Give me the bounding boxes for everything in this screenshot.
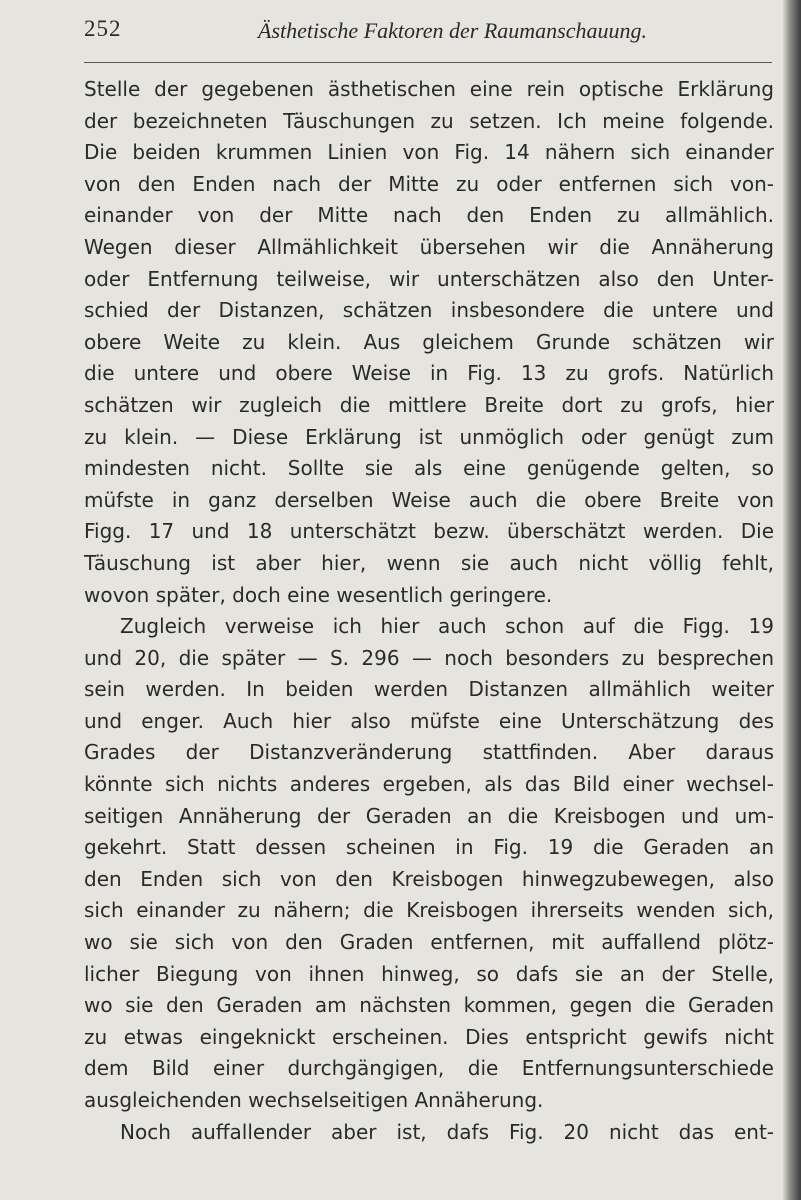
body-text <box>84 74 774 1148</box>
text-line: Täuschung ist aber hier, wenn sie auch nicht völlig fehlt, <box>84 550 774 575</box>
text-line: wovon später, doch eine wesentlich geringere. <box>84 582 553 607</box>
page-edge <box>783 0 801 1200</box>
text-line: mindesten nicht. Sollte sie als eine genügende gelten, so <box>84 456 774 481</box>
text-line: ausgleichenden wechselseitigen Annäherung. <box>84 1088 544 1112</box>
text-line: schätzen wir zugleich die mittlere Breite dort zu grofs, hier <box>84 392 774 417</box>
text-line: und enger. Auch hier also müfste eine Unterschätzung des <box>84 708 774 733</box>
text-line: obere Weite zu klein. Aus gleichem Grunde schätzen wir <box>84 329 774 354</box>
text-line: Grades der Distanzveränderung stattfinden. Aber daraus <box>84 740 774 765</box>
text-line: von den Enden nach der Mitte zu oder entfernen sich von- <box>84 171 774 196</box>
text-line: gekehrt. Statt dessen scheinen in Fig. 19 die Geraden an <box>84 835 774 860</box>
running-head <box>0 14 801 50</box>
text-line: die untere und obere Weise in Fig. 13 zu grofs. Natürlich <box>84 361 774 386</box>
text-line: Figg. 17 und 18 unterschätzt bezw. überschätzt werden. Die <box>84 519 774 544</box>
text-line: den Enden sich von den Kreisbogen hinwegzubewegen, also <box>84 866 774 891</box>
text-line: Noch auffallender aber ist, dafs Fig. 20 nicht das ent- <box>120 1119 774 1144</box>
text-line: oder Entfernung teilweise, wir unterschätzen also den Unter- <box>84 266 774 291</box>
text-line: seitigen Annäherung der Geraden an die Kreisbogen und um- <box>84 803 774 828</box>
text-line: könnte sich nichts anderes ergeben, als das Bild einer wechsel- <box>84 772 774 797</box>
text-line: und 20, die später — S. 296 — noch besonders zu besprechen <box>84 645 774 670</box>
text-line: der bezeichneten Täuschungen zu setzen. Ich meine folgende. <box>84 108 774 133</box>
text-line: dem Bild einer durchgängigen, die Entfernungsunterschiede <box>84 1056 774 1081</box>
text-line: sein werden. In beiden werden Distanzen allmählich weiter <box>84 677 774 702</box>
text-line: schied der Distanzen, schätzen insbesondere die untere und <box>84 298 774 323</box>
text-line: Die beiden krummen Linien von Fig. 14 nähern sich einander <box>84 140 774 165</box>
text-line: zu klein. — Diese Erklärung ist unmöglich oder genügt zum <box>84 424 774 449</box>
header-rule <box>84 62 772 63</box>
text-line: müfste in ganz derselben Weise auch die obere Breite von <box>84 487 774 512</box>
text-line: wo sie den Geraden am nächsten kommen, gegen die Geraden <box>84 993 774 1018</box>
page-number: 252 <box>84 16 122 41</box>
text-line: sich einander zu nähern; die Kreisbogen ihrerseits wenden sich, <box>84 898 774 923</box>
text-line: wo sie sich von den Graden entfernen, mit auffallend plötz- <box>84 930 774 955</box>
text-line: licher Biegung von ihnen hinweg, so dafs sie an der Stelle, <box>84 961 774 986</box>
text-line: Stelle der gegebenen ästhetischen eine rein optische Erklärung <box>84 77 774 101</box>
text-line: Wegen dieser Allmählichkeit übersehen wir die Annäherung <box>84 234 774 259</box>
running-title: Ästhetische Faktoren der Raumanschauung. <box>258 18 647 43</box>
text-line: einander von der Mitte nach den Enden zu allmählich. <box>84 203 774 228</box>
text-line: zu etwas eingeknickt erscheinen. Dies entspricht gewifs nicht <box>84 1024 774 1049</box>
text-line: Zugleich verweise ich hier auch schon auf die Figg. 19 <box>120 614 774 639</box>
